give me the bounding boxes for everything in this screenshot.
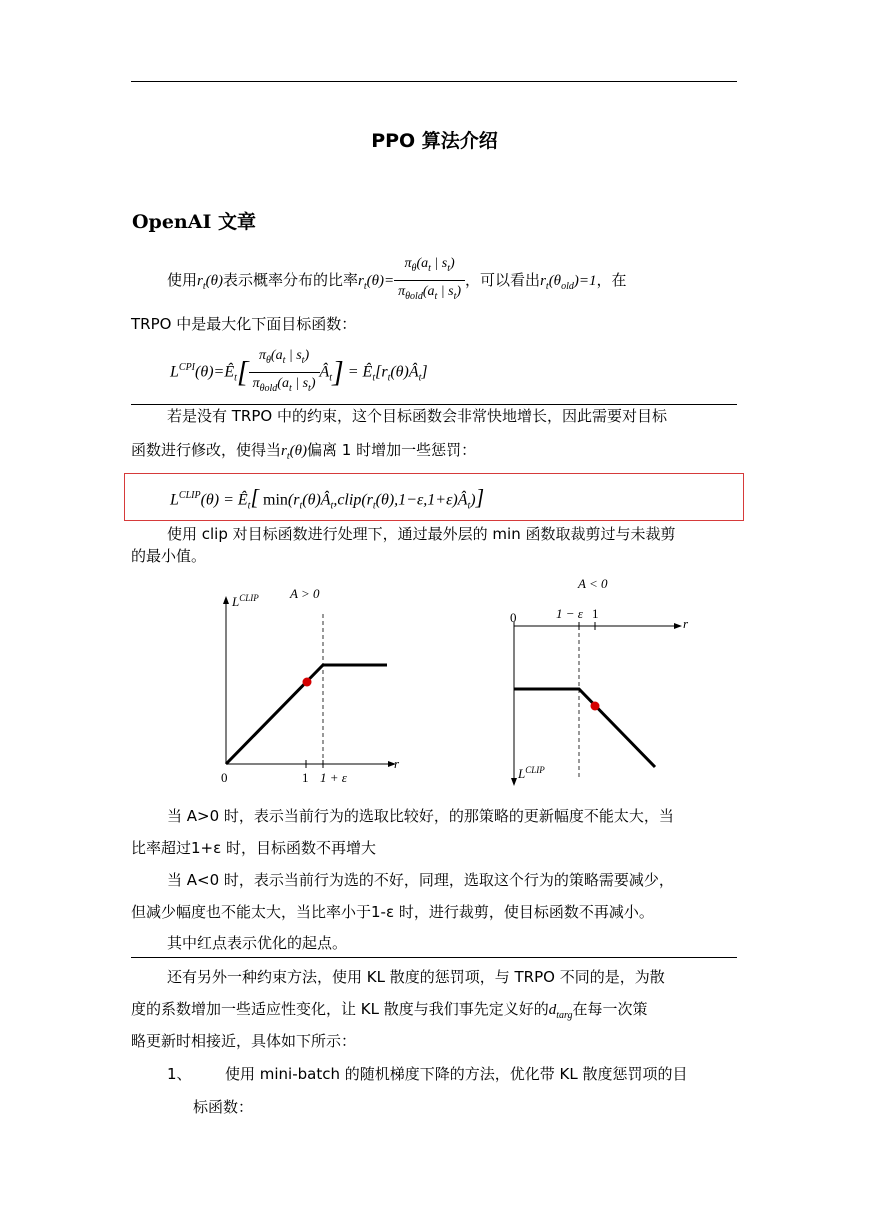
paragraph-clip-2: 的最小值。 — [131, 547, 207, 565]
math-r-theta: $r_t(\theta)$ — [281, 443, 307, 462]
math-ratio-def: $r_t(\theta)=$ — [358, 272, 395, 292]
paragraph-a-negative: 当 A<0 时，表示当前行为选的不好，同理，选取这个行为的策略需要减少， — [167, 871, 674, 889]
right-y-label: $L^{CLIP}$ — [518, 765, 545, 781]
paragraph-kl: 还有另外一种约束方法，使用 KL 散度的惩罚项，与 TRPO 不同的是，为散 — [167, 968, 665, 986]
formula-clip: $L^{CLIP}(\theta)$ = $Ê_t$[ $\min(r_t(\theta)Â_t,clip(r_t(\theta),1-\varepsilon,1+\varepsilon)Â_t)$] — [170, 484, 485, 512]
paragraph-no-constraint-2 — [131, 439, 476, 468]
paragraph-kl-2 — [131, 998, 648, 1027]
text-fragment: ，在 — [596, 270, 627, 289]
left-x-label: r — [394, 756, 400, 771]
text-fragment: 度的系数增加一些适应性变化，让 KL 散度与我们事先定义好的 — [131, 1000, 549, 1018]
divider — [131, 957, 737, 958]
list-item-text-2: 标函数： — [193, 1098, 254, 1116]
left-red-point — [303, 678, 312, 687]
right-tick-label-1meps: 1 − ε — [556, 606, 583, 621]
left-y-label: $L^{CLIP}$ — [232, 593, 259, 609]
right-tick-label-1: 1 — [592, 606, 599, 621]
left-y-arrow — [223, 596, 229, 604]
text-fragment: 在每一次策 — [572, 1000, 648, 1018]
math-d-targ: $d_{targ}$ — [548, 1002, 573, 1021]
paragraph-a-negative-2: 但减少幅度也不能太大，当比率小于1-ε 时，进行裁剪，使目标函数不再减小。 — [131, 903, 654, 921]
paragraph-a-positive-2: 比率超过1+ε 时，目标函数不再增大 — [131, 839, 376, 857]
right-clip-curve — [514, 689, 655, 767]
header-rule — [131, 81, 737, 82]
formula-cpi: $L^{CPI}(\theta)=Ê_t$[ $\frac{\pi_\theta(a_t | s_t)}{\pi_{\theta old}(a_t | s_t)}$ $Â_t$] = $Ê_t[r_t(\theta)Â_t]$ — [170, 348, 428, 394]
right-y-arrow — [511, 778, 517, 786]
section-heading: OpenAI 文章 — [132, 211, 256, 233]
text-fragment: 使用 — [167, 270, 198, 289]
paragraph-kl-3: 略更新时相接近，具体如下所示： — [131, 1032, 357, 1050]
text-fragment: 函数进行修改，使得当 — [131, 441, 282, 459]
text-fragment: ，可以看出 — [465, 270, 541, 289]
math-fraction: $\frac{\pi_\theta(a_t | s_t)}{\pi_{\theta old}(a_t | s_t)}$ — [394, 255, 465, 306]
list-item-number: 1、 — [167, 1065, 192, 1083]
left-plot-title: A > 0 — [290, 586, 320, 601]
left-tick-label-1: 1 — [302, 770, 309, 785]
page-title: PPO 算法介绍 — [371, 130, 498, 152]
right-plot-title: A < 0 — [578, 576, 608, 591]
list-item-text: 使用 mini-batch 的随机梯度下降的方法，优化带 KL 散度惩罚项的目 — [225, 1065, 688, 1083]
paragraph-no-constraint: 若是没有 TRPO 中的约束，这个目标函数会非常快地增长，因此需要对目标 — [167, 407, 667, 425]
math-r-old: $r_t(\theta_{old})=1$ — [540, 272, 597, 292]
right-x-arrow — [674, 623, 682, 629]
clip-plots — [200, 572, 720, 792]
left-tick-label-0: 0 — [221, 770, 228, 785]
left-tick-label-1eps: 1 + ε — [320, 770, 347, 785]
math-r-theta: $r_t(\theta)$ — [197, 272, 223, 292]
paragraph-clip: 使用 clip 对目标函数进行处理下，通过最外层的 min 函数取裁剪过与未裁剪 — [167, 525, 676, 543]
text-fragment: 表示概率分布的比率 — [223, 270, 359, 289]
paragraph-a-positive: 当 A>0 时，表示当前行为的选取比较好，的那策略的更新幅度不能太大，当 — [167, 807, 674, 825]
right-tick-label-0: 0 — [510, 610, 517, 625]
paragraph-red-point: 其中红点表示优化的起点。 — [167, 934, 348, 952]
right-red-point — [591, 702, 600, 711]
text-fragment: 偏离 1 时增加一些惩罚： — [307, 441, 477, 459]
paragraph-trpo: TRPO 中是最大化下面目标函数： — [131, 315, 357, 333]
right-x-label: r — [683, 616, 689, 631]
paragraph-ratio — [167, 255, 626, 305]
